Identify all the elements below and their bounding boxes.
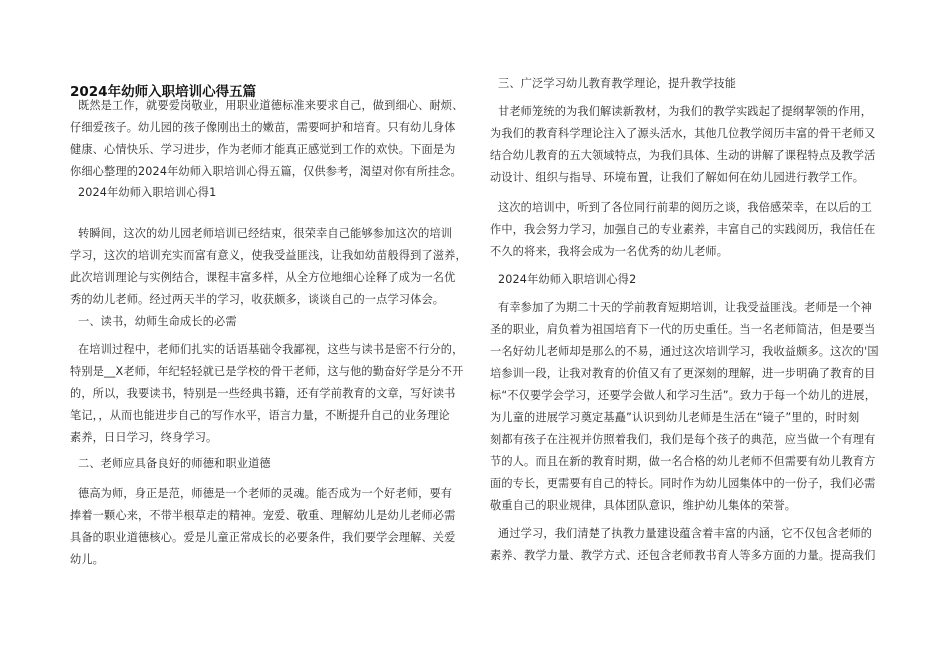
- text-line: 健康、心情快乐、学习进步，作为老师才能真正感觉到工作的欢快。下面是为: [70, 143, 456, 156]
- text-line: 结合幼儿教育的五大领域特点，为我们具体、生动的讲解了课程特点及教学活: [490, 149, 876, 162]
- text-line: 敬重自己的职业规律，具体团队意识，维护幼儿集体的荣誉。: [490, 499, 797, 512]
- text-line: 素养、教学力量、教学方式、还包含老师教书育人等多方面的力量。提高我们: [490, 549, 876, 562]
- text-line: 德高为师，身正是范，师德是一个老师的灵魂。能否成为一个好老师，要有: [78, 487, 453, 500]
- text-line: 转瞬间，这次的幼儿园老师培训已经结束，很荣幸自己能够参加这次的培训: [78, 227, 453, 240]
- document-title: 2024年幼师入职培训心得五篇: [70, 84, 257, 100]
- text-line: 圣的职业，肩负着为祖国培育下一代的历史重任。当一名老师简洁，但是要当: [490, 323, 876, 336]
- text-line: 一、读书，幼师生命成长的必需: [78, 315, 237, 328]
- text-line: 甘老师笼统的为我们解读新教材，为我们的教学实践起了提纲挈领的作用，: [498, 105, 873, 118]
- text-line: 特别是__X老师，年纪轻轻就已是学校的骨干老师，这与他的勤奋好学是分不开: [70, 365, 464, 378]
- text-line: 通过学习，我们清楚了执教力量建设蕴含着丰富的内涵，它不仅包含老师的: [498, 527, 873, 540]
- section-heading: 2024年幼师入职培训心得2: [498, 273, 637, 286]
- text-line: 你细心整理的2024年幼师入职培训心得五篇，仅供参考，渴望对你有所挂念。: [70, 165, 462, 178]
- text-line: 在培训过程中，老师们扎实的话语基础令我鄙视，这些与读书是密不行分的，: [78, 343, 464, 356]
- text-line: 此次培训理论与实例结合，课程丰富多样，从全方位地细心诠释了成为一名优: [70, 271, 456, 284]
- text-line: 学习，这次的培训充实而富有意义，使我受益匪浅，让我如幼苗般得到了滋养，: [70, 249, 467, 262]
- text-line: 素养，日日学习，终身学习。: [70, 431, 218, 444]
- text-line: 为我们的教育科学理论注入了源头活水，其他几位教学阅历丰富的骨干老师又: [490, 127, 876, 140]
- text-line: 具备的职业道德核心。爱是儿童正常成长的必要条件，我们要学会理解、关爱: [70, 531, 456, 544]
- section-heading: 2024年幼师入职培训心得1: [78, 186, 217, 199]
- text-line: 一名好幼儿老师却是那么的不易，通过这次培训学习，我收益颇多。这次的'国: [490, 345, 879, 358]
- text-line: 秀的幼儿老师。经过两天半的学习，收获颇多，谈谈自己的一点学习体会。: [70, 293, 445, 306]
- text-line: 二、老师应具备良好的师德和职业道德: [78, 457, 271, 470]
- text-line: 既然是工作，就要爱岗敬业，用职业道德标准来要求自己，做到细心、耐烦、: [78, 99, 464, 112]
- text-line: 三、广泛学习幼儿教育教学理论，提升教学技能: [498, 77, 737, 90]
- text-line: 节的人。而且在新的教育时期，做一名合格的幼儿老师不但需要有幼儿教育方: [490, 455, 876, 468]
- text-line: 动设计、组织与指导、环境布置，让我们了解如何在幼儿园进行教学工作。: [490, 171, 865, 184]
- text-line: 不久的将来，我将会成为一名优秀的幼儿老师。: [490, 245, 729, 258]
- text-line: 的，所以，我要读书，特别是一些经典书籍，还有学前教育的文章，写好读书: [70, 387, 456, 400]
- text-line: 培参训一段，让我对教育的价值又有了更深刻的理解，进一步明确了教育的目: [490, 367, 876, 380]
- text-line: 标“不仅要学会学习，还要学会做人和学习生活”。致力于每一个幼儿的进展，: [490, 389, 877, 402]
- text-line: 为儿童的进展学习奠定基矗”认识到幼儿老师是生活在“镜子”里的，时时刻: [490, 411, 860, 424]
- text-line: 笔记，，从而也能进步自己的写作水平，语言力量，不断提升自己的业务理论: [70, 409, 450, 422]
- text-line: 幼儿。: [70, 553, 105, 566]
- text-line: 面的专长，更需要有自己的特长。同时作为幼儿园集体中的一份子，我们必需: [490, 477, 876, 490]
- text-line: 刻都有孩子在注视并仿照着我们，我们是每个孩子的典范，应当做一个有理有: [490, 433, 876, 446]
- text-line: 有幸参加了为期二十天的学前教育短期培训，让我受益匪浅。老师是一个神: [498, 301, 873, 314]
- text-line: 这次的培训中，听到了各位同行前辈的阅历之谈，我倍感荣幸，在以后的工: [498, 201, 873, 214]
- text-line: 捧着一颗心来，不带半根草走的精神。宠爱、敬重、理解幼儿是幼儿老师必需: [70, 509, 456, 522]
- text-line: 作中，我会努力学习，加强自己的专业素养，丰富自己的实践阅历，我信任在: [490, 223, 876, 236]
- text-line: 仔细爱孩子。幼儿园的孩子像刚出土的嫩苗，需要呵护和培育。只有幼儿身体: [70, 121, 456, 134]
